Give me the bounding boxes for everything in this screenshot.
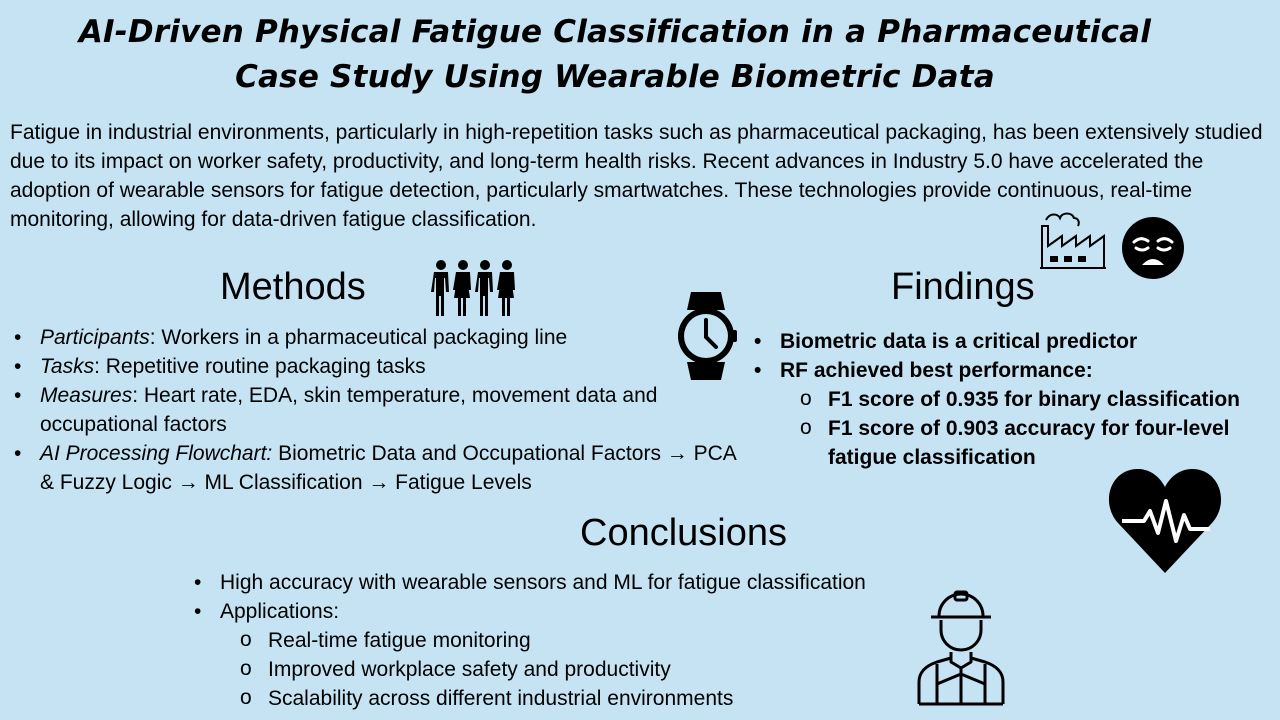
smartwatch-icon xyxy=(673,290,739,382)
title-line-1: AI-Driven Physical Fatigue Classification in a Pharmaceutical xyxy=(78,14,1152,50)
intro-paragraph: Fatigue in industrial environments, particularly in high-repetition tasks such as pharmaceutical packaging, has been extensively studied due to its impact on worker safety, productivity, and long-term health risks. Recent advances in Industry 5.0 have accelerated the adoption of wearable sensors for fatigue detection, particularly smartwatches. These technologies provide continuous, real-time monitoring, allowing for data-driven fatigue classification. xyxy=(10,121,1263,231)
sub-list-item: o Real-time fatigue monitoring xyxy=(238,626,950,655)
list-item: • RF achieved best performance: xyxy=(750,356,1280,385)
findings-heading: Findings xyxy=(891,266,1035,308)
sub-list-item: o Scalability across different industrial environments xyxy=(238,684,950,713)
worker-icon xyxy=(913,586,1009,708)
people-icon xyxy=(430,258,518,318)
tired-face-icon xyxy=(1120,215,1186,281)
methods-list xyxy=(10,323,755,497)
methods-heading: Methods xyxy=(220,266,366,308)
item-label: Measures xyxy=(40,384,133,407)
findings-sub-list xyxy=(798,385,1280,472)
list-item: • Applications: xyxy=(190,597,950,626)
item-text: : Workers in a pharmaceutical packaging line xyxy=(149,326,568,349)
list-item: • High accuracy with wearable sensors and ML for fatigue classification xyxy=(190,568,950,597)
item-label: Tasks xyxy=(40,355,95,378)
conclusions-sub-list xyxy=(238,626,950,713)
item-text: : Repetitive routine packaging tasks xyxy=(94,355,426,378)
sub-list-item: o F1 score of 0.903 accuracy for four-level fatigue classification xyxy=(798,414,1280,472)
list-item xyxy=(10,439,755,497)
sub-list-item: o F1 score of 0.935 for binary classification xyxy=(798,385,1280,414)
item-label: Participants xyxy=(40,326,150,349)
factory-icon xyxy=(1038,206,1108,270)
list-item xyxy=(10,381,755,439)
conclusions-list xyxy=(190,568,950,713)
item-text: Biometric Data and Occupational Factors → PCA & Fuzzy Logic → ML Classification → Fatigue Levels xyxy=(40,442,736,494)
title-line-2: Case Study Using Wearable Biometric Data xyxy=(235,59,995,95)
sub-list-item: o Improved workplace safety and productivity xyxy=(238,655,950,684)
findings-list xyxy=(750,327,1280,472)
list-item xyxy=(10,352,755,381)
list-item: • Biometric data is a critical predictor xyxy=(750,327,1280,356)
heart-rate-icon xyxy=(1108,465,1222,575)
list-item xyxy=(10,323,755,352)
item-label: AI Processing Flowchart: xyxy=(40,442,273,465)
conclusions-heading: Conclusions xyxy=(580,512,787,554)
item-text: : Heart rate, EDA, skin temperature, movement data and occupational factors xyxy=(40,384,658,436)
page-title xyxy=(0,10,1230,100)
